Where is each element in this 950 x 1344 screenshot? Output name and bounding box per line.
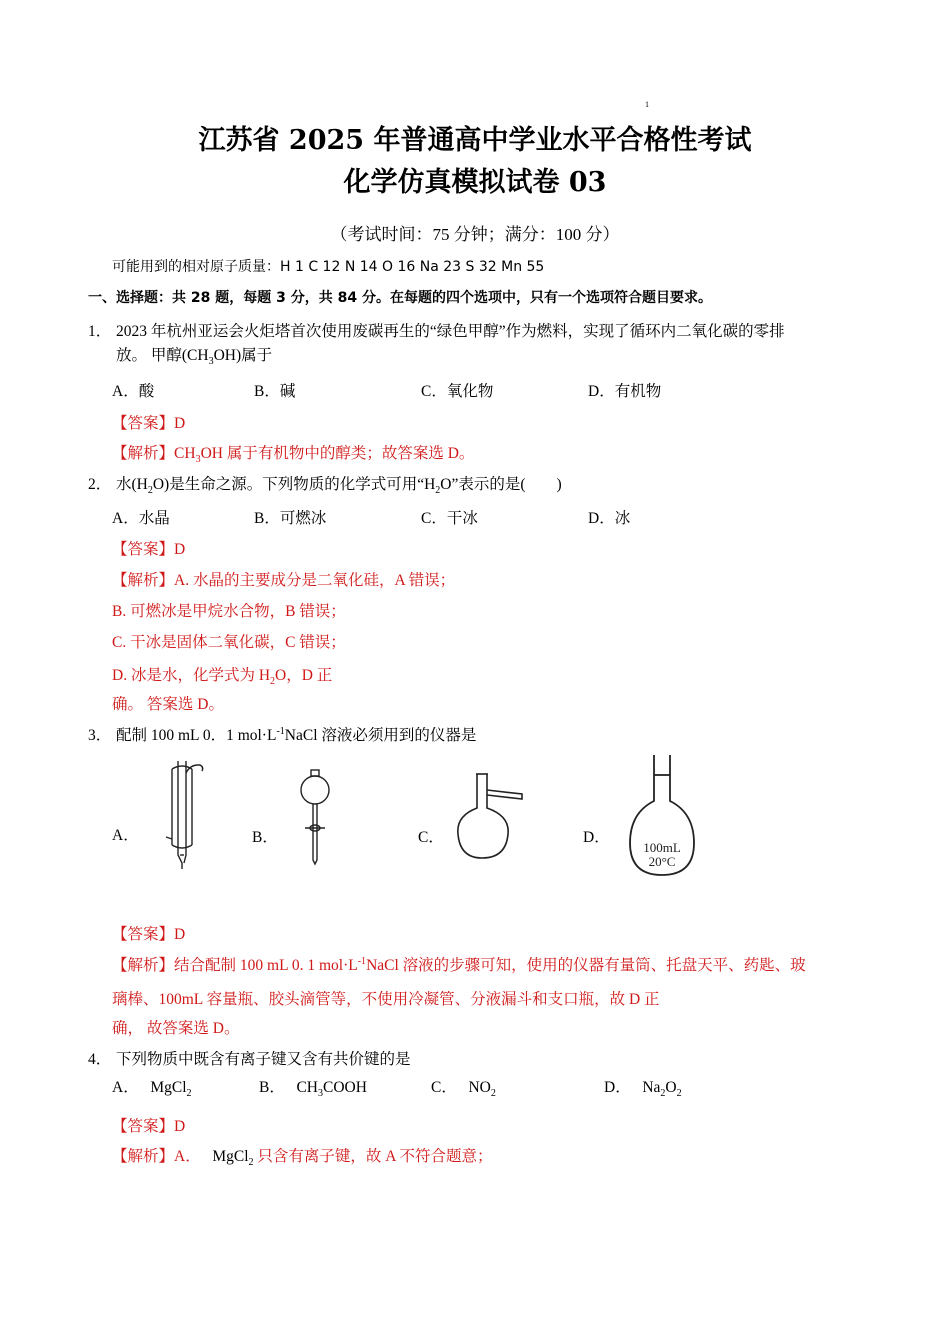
separatory-funnel-image — [295, 770, 340, 870]
q3-number: 3． — [88, 727, 112, 744]
q4-number: 4． — [88, 1051, 112, 1068]
q3-option-a-label: A． — [112, 827, 139, 844]
q1-text-line1: 2023 年杭州亚运会火炬塔首次使用废碳再生的“绿色甲醇”作为燃料，实现了循环内二氧化碳的零排 — [116, 323, 785, 340]
flask-label-temp: 20°C — [648, 854, 676, 869]
condenser-image — [160, 755, 210, 875]
q2-analysis-line5: 确。 答案选 D。 — [112, 696, 224, 713]
q3-answer: 【答案】D — [112, 926, 186, 943]
header-mark: 1 — [645, 100, 649, 109]
q1-option-b: B．碱 — [254, 383, 296, 400]
q3-analysis-line3: 确， 故答案选 D。 — [112, 1020, 240, 1037]
q3-analysis-line2: 璃棒、100mL 容量瓶、胶头滴管等，不使用冷凝管、分液漏斗和支口瓶，故 D 正 — [112, 991, 660, 1008]
q4-answer: 【答案】D — [112, 1118, 186, 1135]
q2-option-d: D．冰 — [588, 510, 631, 527]
q1-text-line2: 放。 甲醇$(CH_3OH)$属于 — [116, 347, 273, 368]
q2-option-a: A．水晶 — [112, 510, 170, 527]
q2-analysis-line1: 【解析】A. 水晶的主要成分是二氧化硅，A 错误； — [112, 572, 456, 589]
q4-text: 下列物质中既含有离子键又含有共价键的是 — [116, 1051, 411, 1068]
page-title-line2: 化学仿真模拟试卷 03 — [343, 167, 607, 198]
q4-option-c: C． $NO_2$ — [431, 1079, 496, 1100]
q3-option-b-label: B． — [252, 829, 278, 846]
q4-option-a: A． MgCl$_2$ — [112, 1079, 192, 1100]
side-arm-flask-image — [450, 770, 530, 865]
flask-label-volume: 100mL — [643, 840, 681, 855]
q2-analysis-line4: D. 冰是水，化学式为 $H_2O$，D 正 — [112, 667, 333, 688]
q1-analysis: 【解析】$CH_3OH$ 属于有机物中的醇类；故答案选 D。 — [112, 445, 475, 466]
q4-option-b: B． $CH_3COOH$ — [259, 1079, 367, 1100]
q2-analysis-line2: B. 可燃冰是甲烷水合物，B 错误； — [112, 603, 346, 620]
q3-option-c-label: C． — [418, 829, 444, 846]
q2-analysis-line3: C. 干冰是固体二氧化碳，C 错误； — [112, 634, 346, 651]
q4-analysis: 【解析】A． MgCl$_2$ 只含有离子键，故 A 不符合题意； — [112, 1148, 493, 1169]
q1-option-a: A．酸 — [112, 383, 155, 400]
q3-text: 配制 100 mL 0．1 $mol\cdot L^{-1}NaCl$ 溶液必须用到的仪器是 — [116, 725, 477, 744]
q1-answer: 【答案】D — [112, 415, 186, 432]
q2-answer: 【答案】D — [112, 541, 186, 558]
q1-option-d: D．有机物 — [588, 383, 662, 400]
q2-number: 2． — [88, 476, 112, 493]
q1-number: 1． — [88, 323, 112, 340]
q4-option-d: D． $Na_2O_2$ — [604, 1079, 682, 1100]
page-title-line1: 江苏省 2025 年普通高中学业水平合格性考试 — [198, 125, 752, 156]
q3-analysis-line1: 【解析】结合配制 100 mL 0. 1 $mol\cdot L^{-1}NaCl$ 溶液的步骤可知，使用的仪器有量筒、托盘天平、药匙、玻 — [112, 955, 806, 974]
exam-info: （考试时间：75 分钟；满分：100 分） — [330, 225, 620, 244]
volumetric-flask-image — [628, 755, 698, 880]
q1-option-c: C．氧化物 — [421, 383, 494, 400]
q3-option-d-label: D． — [583, 829, 610, 846]
q2-option-b: B．可燃冰 — [254, 510, 327, 527]
q2-option-c: C．干冰 — [421, 510, 478, 527]
section-heading: 一、选择题：共 28 题，每题 3 分，共 84 分。在每题的四个选项中，只有一个选项符合题目要求。 — [88, 290, 712, 306]
atomic-masses: 可能用到的相对原子质量：H 1 C 12 N 14 O 16 Na 23 S 32 Mn 55 — [112, 259, 545, 275]
q2-text: 水$(H_2O)$是生命之源。下列物质的化学式可用“$H_2O$”表示的是( ) — [116, 476, 562, 497]
